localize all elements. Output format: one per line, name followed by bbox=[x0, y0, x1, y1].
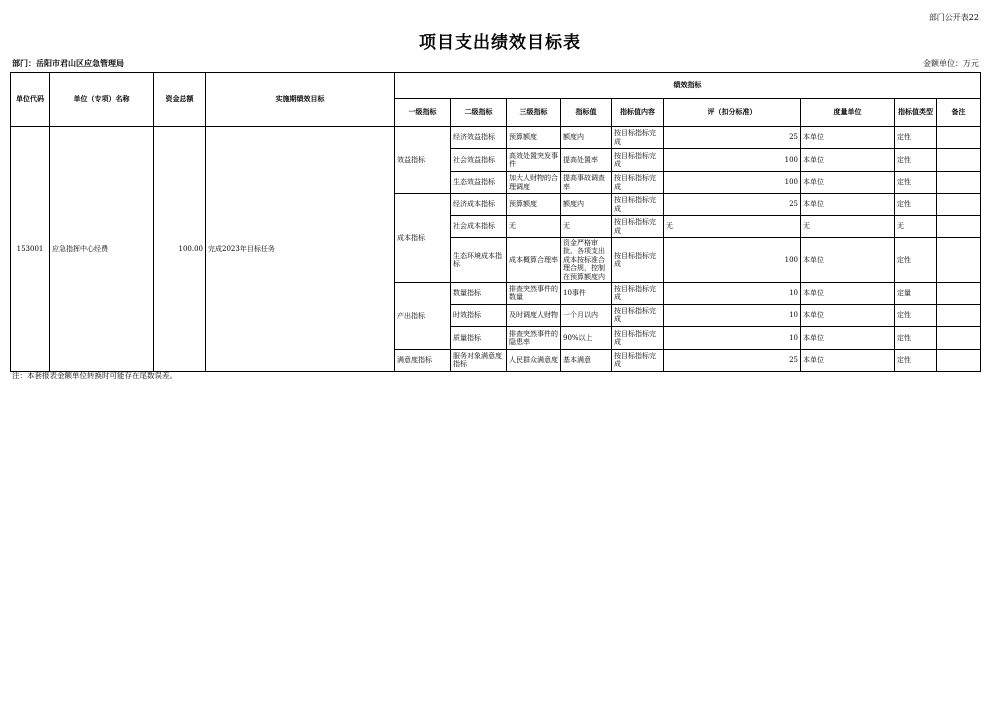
type-cell: 定量 bbox=[895, 282, 937, 304]
content-cell: 按目标指标完成 bbox=[612, 149, 664, 172]
level3-cell: 及时调度人财物 bbox=[507, 304, 561, 326]
remark-cell bbox=[937, 216, 981, 238]
remark-cell bbox=[937, 149, 981, 172]
measure-cell: 本单位 bbox=[801, 149, 895, 172]
total-fund-cell: 100.00 bbox=[154, 127, 206, 372]
content-cell: 按目标指标完成 bbox=[612, 282, 664, 304]
value-cell: 无 bbox=[561, 216, 612, 238]
score-cell: 25 bbox=[664, 349, 801, 371]
level2-cell: 数量指标 bbox=[451, 282, 507, 304]
value-cell: 额度内 bbox=[561, 194, 612, 216]
remark-cell bbox=[937, 349, 981, 371]
measure-cell: 本单位 bbox=[801, 349, 895, 371]
level3-cell: 预算额度 bbox=[507, 194, 561, 216]
measure-cell: 本单位 bbox=[801, 304, 895, 326]
header-content: 指标值内容 bbox=[612, 99, 664, 127]
measure-cell: 本单位 bbox=[801, 282, 895, 304]
content-cell: 按目标指标完成 bbox=[612, 194, 664, 216]
value-cell: 资金严格审批、各项支出成本按标准合理合规，控制在预算额度内 bbox=[561, 238, 612, 283]
level3-cell: 排查突然事件的数量 bbox=[507, 282, 561, 304]
content-cell: 按目标指标完成 bbox=[612, 304, 664, 326]
performance-table bbox=[10, 72, 981, 372]
remark-cell bbox=[937, 238, 981, 283]
type-cell: 定性 bbox=[895, 326, 937, 349]
header-level1: 一级指标 bbox=[395, 99, 451, 127]
level1-cell: 成本指标 bbox=[395, 194, 451, 283]
measure-cell: 本单位 bbox=[801, 326, 895, 349]
type-cell: 定性 bbox=[895, 172, 937, 194]
level3-cell: 加大人财物的合理调度 bbox=[507, 172, 561, 194]
score-cell: 10 bbox=[664, 304, 801, 326]
measure-cell: 本单位 bbox=[801, 238, 895, 283]
header-score: 评（扣分标准） bbox=[664, 99, 801, 127]
measure-cell: 本单位 bbox=[801, 194, 895, 216]
remark-cell bbox=[937, 127, 981, 149]
score-cell: 100 bbox=[664, 238, 801, 283]
remark-cell bbox=[937, 282, 981, 304]
footnote: 注：本套报表金额单位转换时可能存在尾数误差。 bbox=[12, 371, 177, 380]
level3-cell: 预算额度 bbox=[507, 127, 561, 149]
measure-cell: 本单位 bbox=[801, 127, 895, 149]
value-cell: 10事件 bbox=[561, 282, 612, 304]
score-cell: 100 bbox=[664, 149, 801, 172]
content-cell: 按目标指标完成 bbox=[612, 326, 664, 349]
type-cell: 定性 bbox=[895, 304, 937, 326]
type-cell: 定性 bbox=[895, 238, 937, 283]
level3-cell: 排查突然事件的隐患率 bbox=[507, 326, 561, 349]
score-cell: 25 bbox=[664, 194, 801, 216]
level1-cell: 产出指标 bbox=[395, 282, 451, 349]
content-cell: 按目标指标完成 bbox=[612, 238, 664, 283]
header-performance-indicators: 绩效指标 bbox=[395, 73, 981, 99]
header-total-fund: 资金总额 bbox=[154, 73, 206, 127]
level2-cell: 生态环境成本指标 bbox=[451, 238, 507, 283]
value-cell: 一个月以内 bbox=[561, 304, 612, 326]
remark-cell bbox=[937, 194, 981, 216]
header-unit-code: 单位代码 bbox=[11, 73, 50, 127]
score-cell: 10 bbox=[664, 282, 801, 304]
remark-cell bbox=[937, 326, 981, 349]
target-cell: 完成2023年目标任务 bbox=[206, 127, 395, 372]
value-cell: 提高事故调查率 bbox=[561, 172, 612, 194]
level3-cell: 成本概算合理率 bbox=[507, 238, 561, 283]
level2-cell: 社会效益指标 bbox=[451, 149, 507, 172]
department-label: 部门：岳阳市君山区应急管理局 bbox=[12, 58, 124, 68]
level2-cell: 社会成本指标 bbox=[451, 216, 507, 238]
level2-cell: 质量指标 bbox=[451, 326, 507, 349]
remark-cell bbox=[937, 304, 981, 326]
content-cell: 按目标指标完成 bbox=[612, 127, 664, 149]
score-cell: 无 bbox=[664, 216, 801, 238]
value-cell: 额度内 bbox=[561, 127, 612, 149]
unit-code-cell: 153001 bbox=[11, 127, 50, 372]
header-type: 指标值类型 bbox=[895, 99, 937, 127]
value-cell: 提高处置率 bbox=[561, 149, 612, 172]
header-unit-name: 单位（专项）名称 bbox=[50, 73, 154, 127]
level1-cell: 效益指标 bbox=[395, 127, 451, 194]
type-cell: 定性 bbox=[895, 149, 937, 172]
level2-cell: 经济效益指标 bbox=[451, 127, 507, 149]
header-measure: 度量单位 bbox=[801, 99, 895, 127]
type-cell: 无 bbox=[895, 216, 937, 238]
type-cell: 定性 bbox=[895, 194, 937, 216]
measure-cell: 无 bbox=[801, 216, 895, 238]
header-target: 实施期绩效目标 bbox=[206, 73, 395, 127]
type-cell: 定性 bbox=[895, 349, 937, 371]
table-row bbox=[11, 127, 981, 149]
level2-cell: 经济成本指标 bbox=[451, 194, 507, 216]
content-cell: 按目标指标完成 bbox=[612, 349, 664, 371]
level1-cell: 满意度指标 bbox=[395, 349, 451, 371]
header-value: 指标值 bbox=[561, 99, 612, 127]
level2-cell: 服务对象满意度指标 bbox=[451, 349, 507, 371]
level3-cell: 高效处置突发事件 bbox=[507, 149, 561, 172]
score-cell: 25 bbox=[664, 127, 801, 149]
value-cell: 基本满意 bbox=[561, 349, 612, 371]
score-cell: 100 bbox=[664, 172, 801, 194]
header-remark: 备注 bbox=[937, 99, 981, 127]
type-cell: 定性 bbox=[895, 127, 937, 149]
unit-name-cell: 应急指挥中心经费 bbox=[50, 127, 154, 372]
level3-cell: 无 bbox=[507, 216, 561, 238]
content-cell: 按目标指标完成 bbox=[612, 172, 664, 194]
measure-cell: 本单位 bbox=[801, 172, 895, 194]
remark-cell bbox=[937, 172, 981, 194]
content-cell: 按目标指标完成 bbox=[612, 216, 664, 238]
form-number: 部门公开表22 bbox=[928, 13, 979, 22]
amount-unit-label: 金额单位：万元 bbox=[923, 59, 979, 68]
level3-cell: 人民群众满意度 bbox=[507, 349, 561, 371]
value-cell: 90%以上 bbox=[561, 326, 612, 349]
header-level3: 三级指标 bbox=[507, 99, 561, 127]
level2-cell: 时效指标 bbox=[451, 304, 507, 326]
header-level2: 二级指标 bbox=[451, 99, 507, 127]
level2-cell: 生态效益指标 bbox=[451, 172, 507, 194]
page-title: 项目支出绩效目标表 bbox=[419, 33, 581, 53]
score-cell: 10 bbox=[664, 326, 801, 349]
